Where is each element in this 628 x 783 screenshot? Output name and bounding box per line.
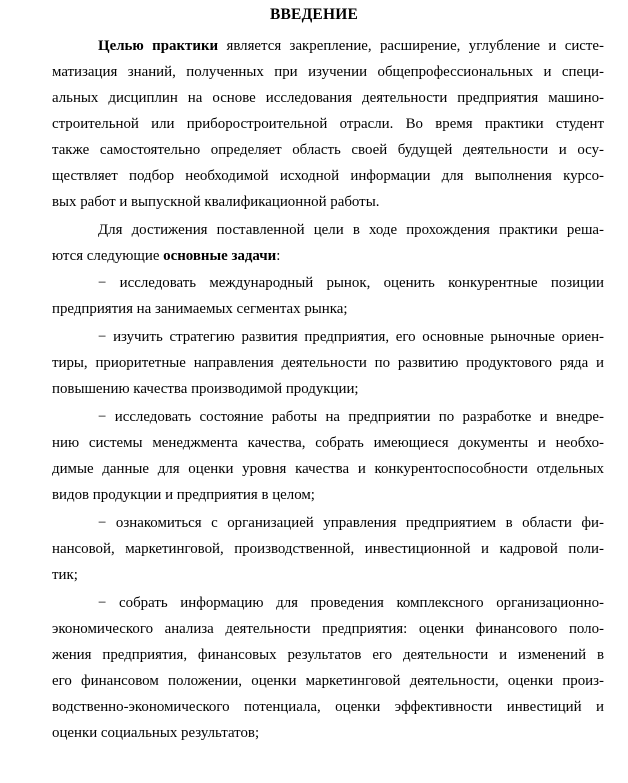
text-line: повышению качества производимой продукции; bbox=[52, 381, 359, 397]
text-line: матизация знаний, полученных при изучении общепрофессиональных и специ- bbox=[52, 64, 604, 80]
text-line: водственно-экономического потенциала, оценки эффективности инвестиций и bbox=[52, 699, 604, 715]
list-item-line: − исследовать состояние работы на предприятии по разработке и внедре- bbox=[98, 409, 604, 425]
text-line: тик; bbox=[52, 567, 78, 583]
list-item-line: − ознакомиться с организацией управления предприятием в области фи- bbox=[98, 515, 604, 531]
text-line: тиры, приоритетные направления деятельности по развитию продуктового ряда и bbox=[52, 355, 604, 371]
text-line: жения предприятия, финансовых результатов его деятельности и изменений в bbox=[52, 647, 604, 663]
list-item-line: − изучить стратегию развития предприятия, его основные рыночные ориен- bbox=[98, 329, 604, 345]
bold-term: Целью практики bbox=[98, 38, 219, 54]
list-item-line: − собрать информацию для проведения комплексного организационно- bbox=[98, 595, 604, 611]
text-line: Целью практики является закрепление, расширение, углубление и систе- bbox=[98, 38, 604, 54]
text-line: предприятия на занимаемых сегментах рынка; bbox=[52, 301, 348, 317]
list-item-line: − исследовать международный рынок, оценить конкурентные позиции bbox=[98, 275, 604, 291]
bold-term: основные задачи bbox=[163, 248, 277, 264]
text-line: альных дисциплин на основе исследования деятельности предприятия машино- bbox=[52, 90, 604, 106]
text-line: также самостоятельно определяет область своей будущей деятельности и осу- bbox=[52, 142, 604, 158]
text-line: экономического анализа деятельности предприятия: оценки финансового поло- bbox=[52, 621, 604, 637]
text-line: Для достижения поставленной цели в ходе прохождения практики реша- bbox=[98, 222, 604, 238]
text-line: строительной или приборостроительной отрасли. Во время практики студент bbox=[52, 116, 604, 132]
text-line: видов продукции и предприятия в целом; bbox=[52, 487, 315, 503]
page-title: ВВЕДЕНИЕ bbox=[269, 6, 359, 23]
text-line: димые данные для оценки уровня качества и конкурентоспособности отдельных bbox=[52, 461, 604, 477]
text-line: его финансовом положении, оценки маркетинговой деятельности, оценки произ- bbox=[52, 673, 604, 689]
text-line: ются следующие основные задачи: bbox=[52, 248, 281, 264]
text-line: нию системы менеджмента качества, собрать имеющиеся документы и необхо- bbox=[52, 435, 604, 451]
text-line: оценки социальных результатов; bbox=[52, 725, 260, 741]
text-line: нансовой, маркетинговой, производственной, инвестиционной и кадровой поли- bbox=[52, 541, 604, 557]
text-line: ществляет подбор необходимой исходной информации для выполнения курсо- bbox=[52, 168, 604, 184]
text-line: вых работ и выпускной квалификационной работы. bbox=[52, 194, 380, 210]
